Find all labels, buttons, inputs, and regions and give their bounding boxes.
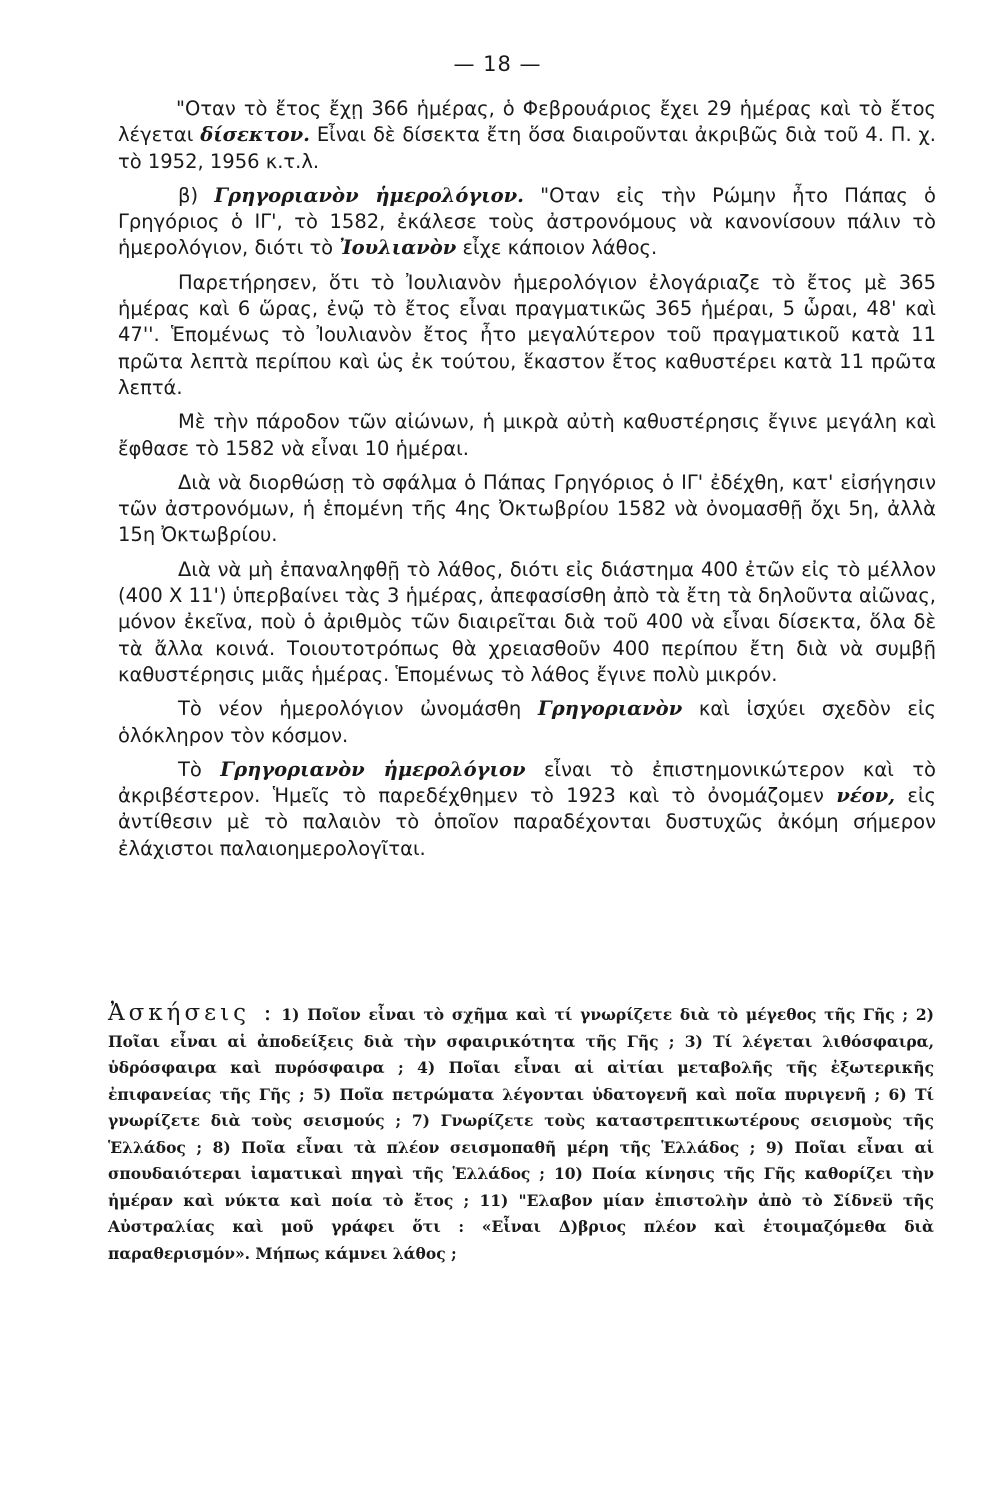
text-run: καὶ ἰσχύει σχεδὸν εἰς ὁλόκληρον τὸν κόσμον.	[118, 697, 936, 747]
exercise-number: 5)	[313, 1084, 332, 1104]
paragraph	[118, 757, 936, 862]
text-run: β)	[178, 183, 215, 207]
text-run: εἶναι τὸ ἐπιστημονικώτερον καὶ τὸ ἀκριβέστερον. Ἡμεῖς τὸ παρεδέχθημεν τὸ 1923 καὶ τὸ ὀνομάζομεν	[118, 757, 936, 808]
text-run: Τὸ	[178, 757, 221, 781]
paragraph	[118, 183, 936, 262]
paragraph	[118, 470, 936, 549]
emphasized-term: δίσεκτον.	[200, 123, 310, 147]
emphasized-term: νέον,	[836, 784, 896, 808]
page-number: — 18 —	[453, 52, 542, 76]
exercise-number: 4)	[417, 1058, 436, 1077]
text-run: "Οταν τὸ ἔτος ἔχῃ 366 ἡμέρας, ὁ Φεβρουάριος ἔχει 29 ἡμέρας καὶ τὸ ἔτος λέγεται	[118, 97, 936, 147]
exercise-number: 9)	[765, 1137, 785, 1157]
paragraph	[118, 96, 936, 175]
emphasized-term: Γρηγοριανὸν ἡμερολόγιον.	[214, 183, 524, 207]
exercise-list	[108, 1006, 934, 1263]
exercise-number: 8)	[212, 1137, 231, 1157]
paragraph	[118, 409, 936, 462]
text-run: Διὰ νὰ μὴ ἐπαναληφθῇ τὸ λάθος, διότι εἰς διάστημα 400 ἐτῶν εἰς τὸ μέλλον (400 X 11') ὑπερβαίνει τὰς 3 ἡμέρας, ἀπεφασίσθη ἀπὸ τὰ ἔτη τὰ δηλοῦντα αἰῶνας, μόνον ἐκεῖνα, ποὺ ὁ ἀριθμὸς τῶν διαιρεῖται διὰ τοῦ 400 νὰ εἶναι δίσεκτα, ὅλα δὲ τὰ ἄλλα κοινά. Τοιουτοτρόπως θὰ χρειασθοῦν 400 περίπου ἔτη διὰ νὰ συμβῇ καθυστέρησις μιᾶς ἡμέρας. Ἑπομένως τὸ λάθος ἔγινε πολὺ μικρόν.	[118, 557, 936, 686]
exercise-number: 7)	[411, 1111, 430, 1130]
exercises-title: Ἀσκήσεις :	[108, 1000, 276, 1026]
exercise-question: Ποῖα πετρώματα λέγονται ὑδατογενῆ καὶ ποῖα πυριγενῆ ;	[331, 1084, 889, 1104]
exercise-question: "Ελαβον μίαν ἐπιστολὴν ἀπὸ τὸ Σίδνεϋ τῆς Αὐστραλίας καὶ μοῦ γράφει ὅτι : «Εἶναι Δ)βριος πλέον καὶ ἑτοιμαζόμεθα διὰ παραθερισμόν». Μήπως κάμνει λάθος ;	[108, 1190, 934, 1263]
exercise-number: 3)	[684, 1031, 703, 1051]
text-run: Διὰ νὰ διορθώσῃ τὸ σφάλμα ὁ Πάπας Γρηγόριος ὁ ΙΓ' ἐδέχθη, κατ' εἰσήγησιν τῶν ἀστρονόμων, ἡ ἑπομένη τῆς 4ης Ὀκτωβρίου 1582 νὰ ὀνομασθῇ ὄχι 5η, ἀλλὰ 15η Ὀκτωβρίου.	[118, 470, 936, 547]
exercise-question: Ποῖαι εἶναι αἱ ἀποδείξεις διὰ τὴν σφαιρικότητα τῆς Γῆς ;	[108, 1031, 685, 1051]
exercise-number: 1)	[281, 1005, 300, 1024]
emphasized-term: Γρηγοριανὸν	[537, 697, 683, 721]
main-text	[118, 96, 936, 870]
exercise-question: Γνωρίζετε τοὺς καταστρεπτικωτέρους σεισμοὺς τῆς Ἑλλάδος ;	[108, 1111, 934, 1157]
paragraph	[118, 696, 936, 749]
text-run: Παρετήρησεν, ὅτι τὸ Ἰουλιανὸν ἡμερολόγιον ἐλογάριαζε τὸ ἔτος μὲ 365 ἡμέρας καὶ 6 ὥρας, ἐνῷ τὸ ἔτος εἶναι πραγματικῶς 365 ἡμέραι, 5 ὧραι, 48' καὶ 47''. Ἑπομένως τὸ Ἰουλιανὸν ἔτος ἦτο μεγαλύτερον τοῦ πραγματικοῦ κατὰ 11 πρῶτα λεπτὰ περίπου καὶ ὡς ἐκ τούτου, ἕκαστον ἔτος καθυστέρει κατὰ 11 πρῶτα λεπτά.	[118, 270, 936, 399]
exercise-question: Τί λέγεται λιθόσφαιρα, ὑδρόσφαιρα καὶ πυρόσφαιρα ;	[108, 1031, 934, 1077]
exercise-number: 11)	[479, 1190, 509, 1210]
exercise-question: Ποῖον εἶναι τὸ σχῆμα καὶ τί γνωρίζετε διὰ τὸ μέγεθος τῆς Γῆς ;	[299, 1005, 916, 1024]
paragraph	[118, 270, 936, 401]
text-run: εἰς ἀντίθεσιν μὲ τὸ παλαιὸν τὸ ὁποῖον παραδέχονται δυστυχῶς ἀκόμη σήμερον ἐλάχιστοι παλαιοημερολογῖται.	[118, 784, 936, 860]
text-run: Τὸ νέον ἡμερολόγιον ὠνομάσθη	[178, 697, 538, 721]
text-run: εἶχε κάποιον λάθος.	[456, 236, 658, 260]
emphasized-term: Ἰουλιανὸν	[339, 236, 457, 260]
exercise-question: Ποία κίνησις τῆς Γῆς καθορίζει τὴν ἡμέραν καὶ νύκτα καὶ ποία τὸ ἔτος ;	[108, 1164, 934, 1210]
text-run: Μὲ τὴν πάροδον τῶν αἰώνων, ἡ μικρὰ αὐτὴ καθυστέρησις ἔγινε μεγάλη καὶ ἔφθασε τὸ 1582 νὰ εἶναι 10 ἡμέραι.	[118, 410, 936, 460]
text-run: "Οταν εἰς τὴν Ρώμην ἦτο Πάπας ὁ Γρηγόριος ὁ ΙΓ', τὸ 1582, ἐκάλεσε τοὺς ἀστρονόμους νὰ κανονίσουν πάλιν τὸ ἡμερολόγιον, διότι τὸ	[118, 183, 936, 260]
emphasized-term: Γρηγοριανὸν ἡμερολόγιον	[220, 757, 526, 781]
exercise-question: Ποῖαι εἶναι αἱ αἰτίαι μεταβολῆς τῆς ἐξωτερικῆς ἐπιφανείας τῆς Γῆς ;	[108, 1058, 935, 1104]
exercise-number: 10)	[553, 1164, 583, 1183]
paragraph	[118, 557, 936, 688]
exercise-number: 2)	[915, 1005, 934, 1024]
exercise-question: Ποῖαι εἶναι αἱ σπουδαιότεραι ἰαματικαὶ πηγαὶ τῆς Ἑλλάδος ;	[108, 1137, 934, 1183]
exercises-section	[108, 1000, 934, 1267]
exercise-question: Τί γνωρίζετε διὰ τοὺς σεισμούς ;	[108, 1084, 934, 1130]
exercise-question: Ποῖα εἶναι τὰ πλέον σεισμοπαθῆ μέρη τῆς Ἑλλάδος ;	[230, 1137, 766, 1157]
exercise-number: 6)	[888, 1084, 907, 1104]
text-run: Εἶναι δὲ δίσεκτα ἔτη ὅσα διαιροῦνται ἀκριβῶς διὰ τοῦ 4. Π. χ. τὸ 1952, 1956 κ.τ.λ.	[118, 123, 936, 173]
